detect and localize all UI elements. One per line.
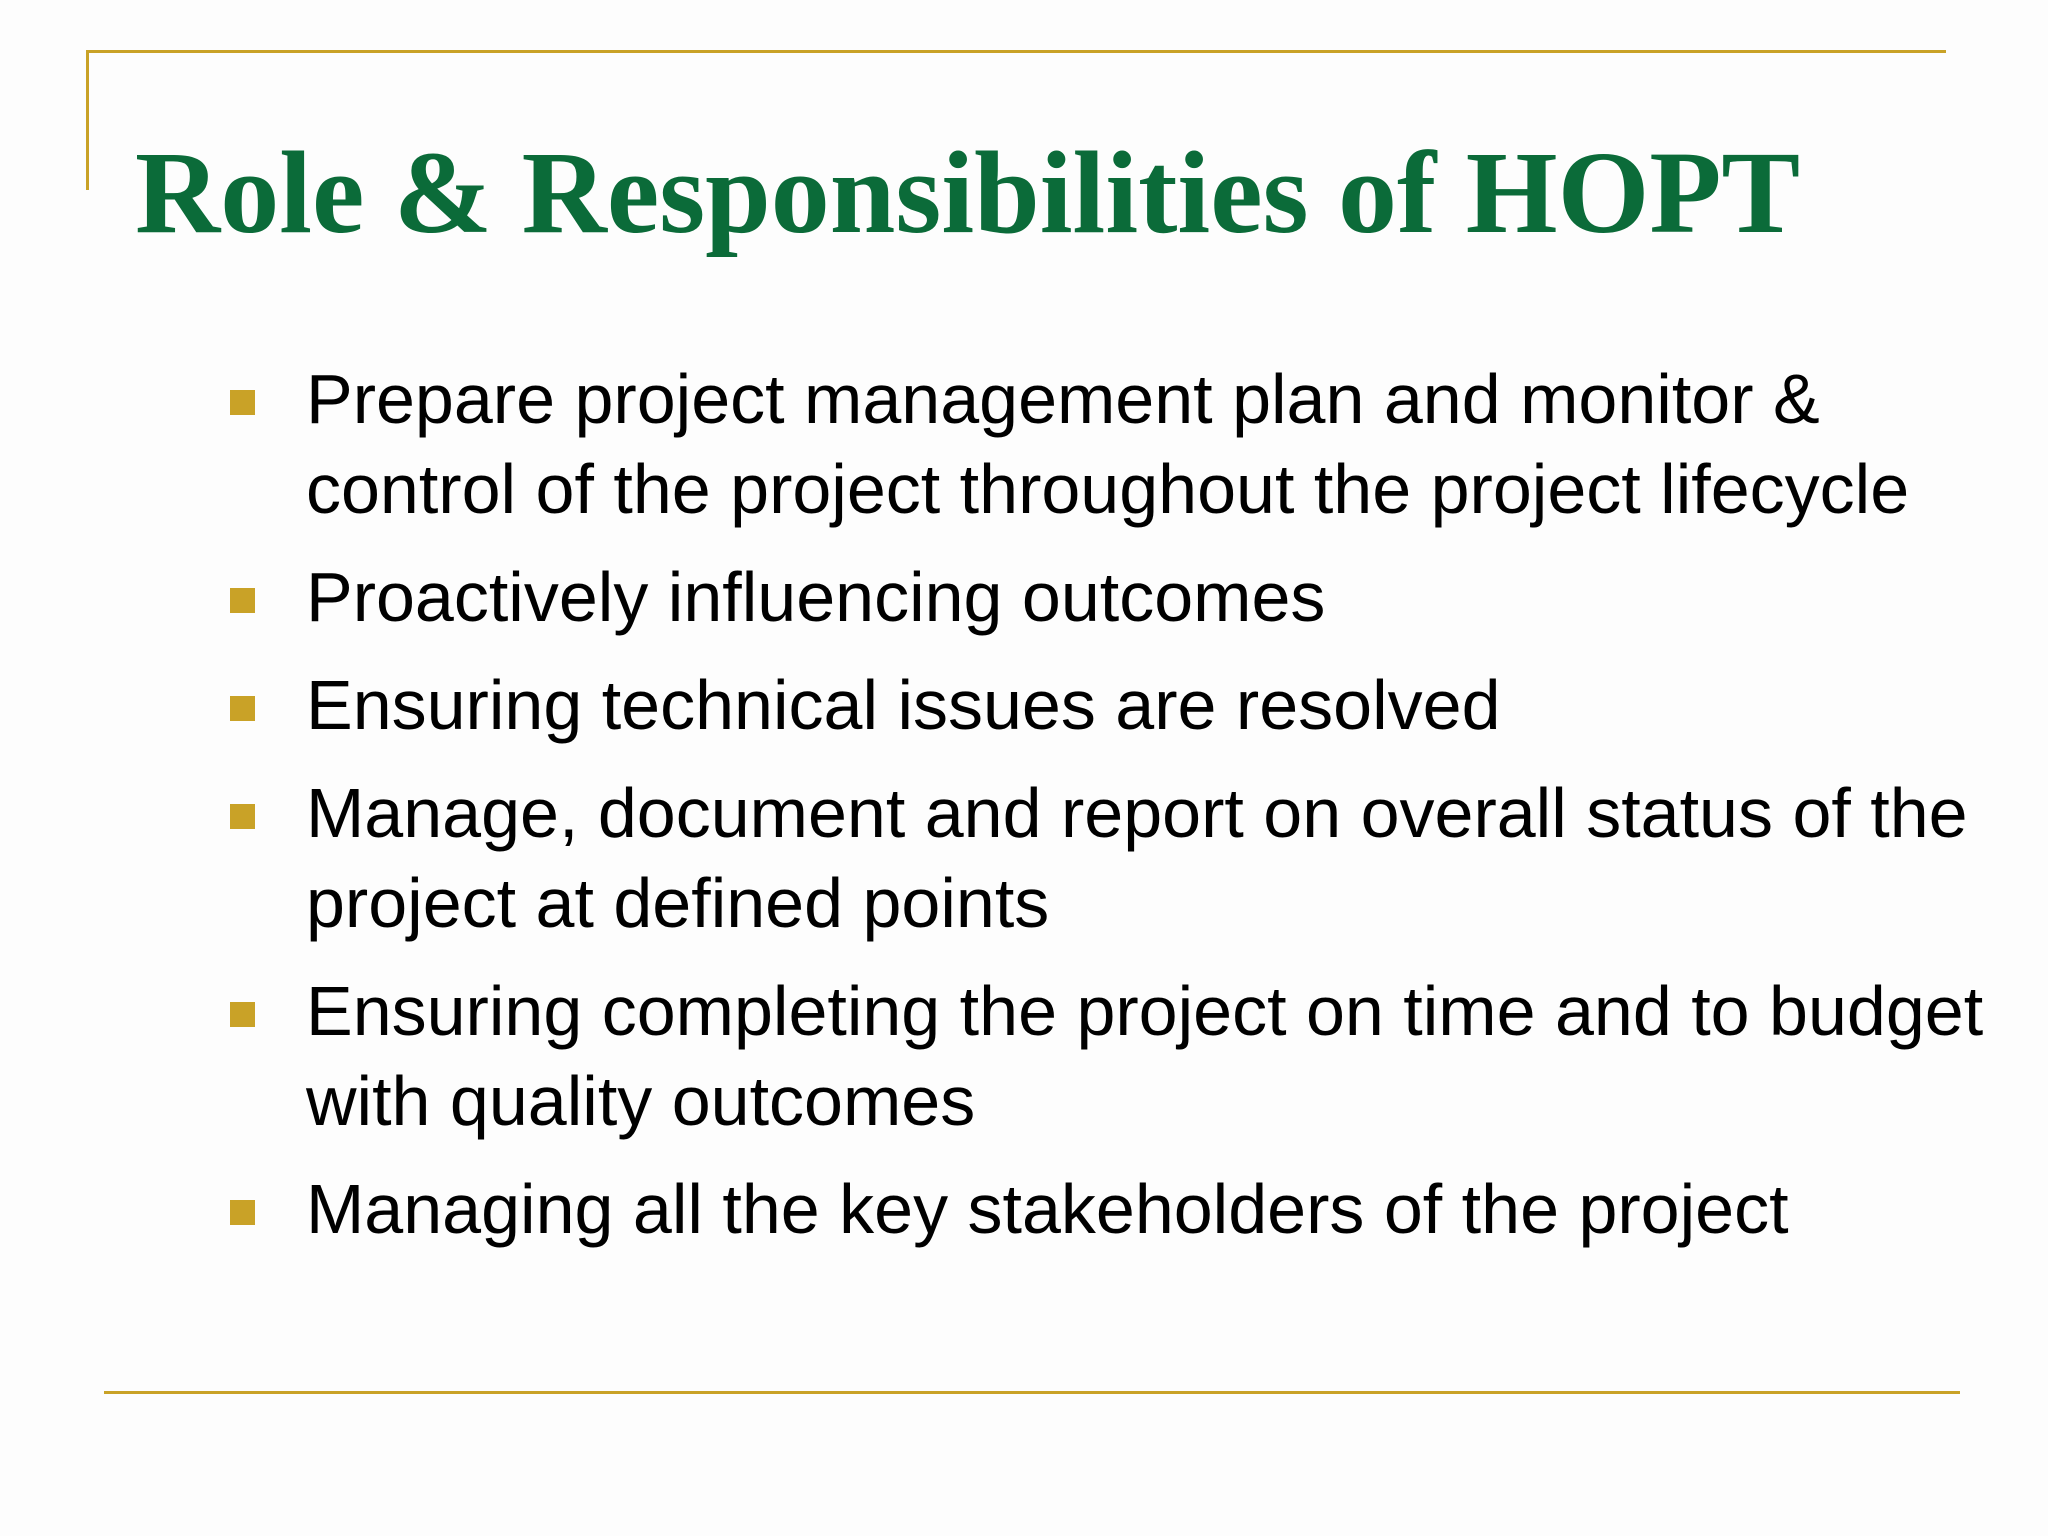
bullet-item <box>230 768 2030 948</box>
square-bullet-icon <box>230 390 255 415</box>
bullet-list <box>230 354 2030 1272</box>
bullet-text: Proactively influencing outcomes <box>306 558 1326 636</box>
square-bullet-icon <box>230 696 255 721</box>
bullet-item <box>230 966 2030 1146</box>
bottom-accent-rule <box>104 1391 1960 1394</box>
slide-title: Role & Responsibilities of HOPT <box>135 127 1801 258</box>
square-bullet-icon <box>230 804 255 829</box>
bullet-item <box>230 552 2030 642</box>
bullet-item <box>230 660 2030 750</box>
bullet-item <box>230 354 2030 534</box>
bullet-item <box>230 1164 2030 1254</box>
bullet-text: Managing all the key stakeholders of the project <box>306 1170 1789 1248</box>
top-accent-rule <box>86 50 1946 53</box>
bullet-text: Prepare project management plan and monitor & control of the project throughout the project lifecycle <box>306 360 1910 528</box>
bullet-text: Manage, document and report on overall status of the project at defined points <box>306 774 1968 942</box>
bullet-text: Ensuring completing the project on time and to budget with quality outcomes <box>306 972 1984 1140</box>
square-bullet-icon <box>230 1200 255 1225</box>
square-bullet-icon <box>230 588 255 613</box>
bullet-text: Ensuring technical issues are resolved <box>306 666 1501 744</box>
square-bullet-icon <box>230 1002 255 1027</box>
left-accent-rule <box>86 50 89 190</box>
